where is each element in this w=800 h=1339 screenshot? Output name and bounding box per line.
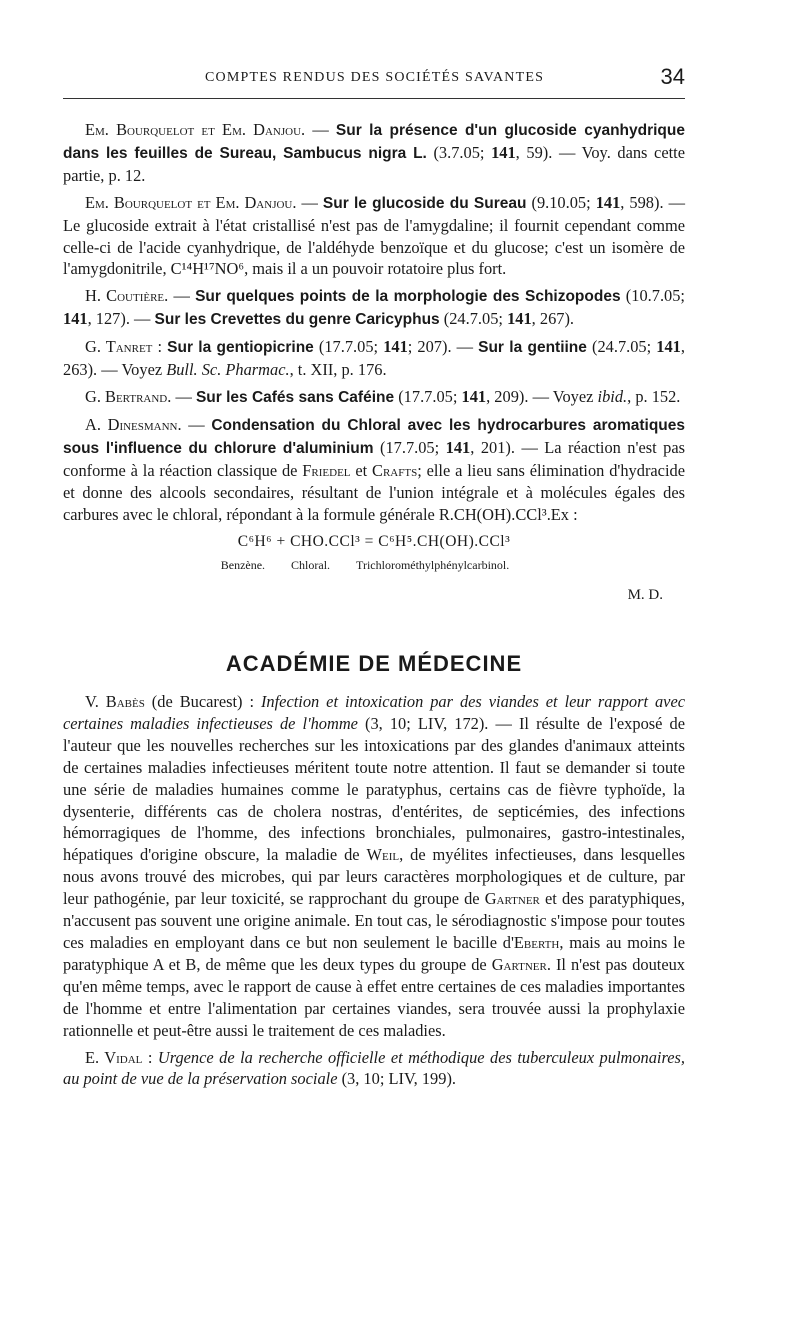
entry-note: — Voyez: [532, 386, 598, 406]
entry-person: Friedel: [302, 460, 351, 480]
entry-title-2: Sur les Crevettes du genre Caricyphus: [154, 311, 440, 329]
entry-ref: (17.7.05;: [398, 386, 462, 406]
running-title: COMPTES RENDUS DES SOCIÉTÉS SAVANTES: [205, 70, 545, 85]
entry-author: H. Coutière.: [85, 286, 169, 306]
entry-babes: [63, 691, 685, 1042]
formula-equation: C⁶H⁶ + CHO.CCl³ = C⁶H⁵.CH(OH).CCl³: [237, 533, 511, 551]
entry-volume: 141: [595, 192, 621, 212]
entry-vidal: [63, 1047, 685, 1091]
entry-author: G. Bertrand.: [85, 386, 172, 406]
entry-ref-2-end: , 263).: [63, 337, 685, 380]
entry-author: Em. Bourquelot et Em. Danjou.: [85, 192, 297, 212]
page: [63, 58, 685, 1095]
entry-person: Gartner: [491, 954, 547, 974]
entry-volume-2: 141: [656, 337, 681, 357]
entry-author-sep: :: [142, 1047, 158, 1067]
entry-ref-end: , 201).: [470, 437, 515, 457]
entry-dinesmann: A. Dinesmann. — Condensation du Chloral avec les hydrocarbures aromatiques sous l'influence du chlorure d'aluminium (17.7.05; 141, 201). — La réaction n'est pas conforme à la réaction classique de Friedel et Crafts; elle a lieu sans élimination d'hydracide et donne des alcools secondaires, résultant de l'union intégrale et à molécules égales des carbures avec le chloral, répondant à la formule générale R.CH(OH).CCl³.Ex :: [63, 414, 686, 524]
entry-ref-2: (24.7.05;: [592, 337, 657, 357]
entry-volume: 141: [461, 386, 487, 406]
entry-ref-2-end: , 267).: [531, 309, 575, 329]
entry-tanret: G. Tanret : Sur la gentiopicrine (17.7.05; 141; 207). — Sur la gentiine (24.7.05; 141, 263). — Voyez Bull. Sc. Pharmac., t. XII, p. 176.: [63, 337, 685, 380]
entry-author: G. Tanret :: [85, 337, 163, 357]
entry-ref-end: , 209).: [486, 386, 529, 406]
formula-legend: [63, 555, 685, 577]
section-title: ACADÉMIE DE MÉDECINE: [225, 651, 523, 677]
entry-volume: 141: [491, 142, 516, 162]
entry-volume: 141: [383, 337, 408, 357]
entry-ref: (10.7.05;: [625, 286, 685, 306]
entry-summary-end: . Il n'est pas douteux qu'en même temps, avec le rapport de cause à effet entre certaines de ces maladies importantes de l'homme et entre l'alimentation par certaines viandes, sera trouvée aussi la prophylaxie rationnelle et peut-être aussi le traitement de ces maladies.: [63, 954, 685, 1040]
entry-ref: (9.10.05;: [531, 192, 596, 212]
entry-summary: — Le glucoside extrait à l'état cristallisé n'est pas de l'amygdaline; il fournit cependant comme celle-ci de l'acide cyanhydrique, de l'aldéhyde benzoïque et du glucose; c'est un isomère de l'amygdonitrile, C¹⁴H¹⁷NO⁶, mais il a un pouvoir rotatoire plus fort.: [63, 192, 685, 279]
entry-title: Sur quelques points de la morphologie des Schizopodes: [195, 288, 621, 306]
signature: M. D.: [627, 587, 663, 604]
page-header: [63, 58, 685, 99]
entry-ref-end: , 127).: [87, 309, 130, 329]
entry-summary-part: , mais au moins le paratyphique A et B, de même que les deux types du groupe de: [63, 933, 685, 974]
entry-ref: (17.7.05;: [318, 337, 384, 357]
entry-title: Sur la présence d'un glucoside cyanhydrique dans les feuilles de Sureau, Sambucus nigra L.: [63, 122, 685, 162]
entry-person: Weil: [366, 845, 400, 865]
entry-note: — Voyez: [101, 360, 167, 380]
entry-volume: 141: [63, 309, 88, 329]
entry-person: Eberth: [513, 933, 560, 952]
entry-ref-end: , 598).: [620, 192, 664, 212]
entry-ref-2: (24.7.05;: [443, 309, 508, 329]
entry-person: Gartner: [484, 889, 540, 909]
entry-author: A. Dinesmann.: [85, 414, 182, 434]
entry-title: Sur le glucoside du Sureau: [322, 194, 527, 212]
formula-legend-item: Trichlorométhylphénylcarbinol.: [356, 558, 510, 573]
entry-note: — Voy. dans cette partie, p. 12.: [63, 142, 685, 185]
page-number: 34: [660, 64, 685, 89]
entry-ref: (3, 10; LIV, 199).: [337, 1069, 457, 1089]
entry-summary-end: ; elle a lieu sans élimination d'hydracide et donne des alcools secondaires, résultant de l'union intégrale et à molécules égales des carbures avec le chloral, répondant à la formule générale R.CH(OH).CCl³.Ex :: [63, 460, 685, 524]
entry-note-end: , p. 152.: [627, 386, 681, 406]
entry-journal: ibid.: [597, 386, 628, 406]
chemical-formula: [63, 531, 685, 577]
entry-bourquelot-1: Em. Bourquelot et Em. Danjou. — Sur la présence d'un glucoside cyanhydrique dans les feuilles de Sureau, Sambucus nigra L. (3.7.05; 141, 59). — Voy. dans cette partie, p. 12.: [63, 120, 685, 185]
entry-title: Sur les Cafés sans Caféine: [195, 388, 395, 406]
entry-bertrand: G. Bertrand. — Sur les Cafés sans Caféine (17.7.05; 141, 209). — Voyez ibid., p. 152.: [85, 386, 681, 406]
entry-note-end: , t. XII, p. 176.: [289, 360, 387, 380]
entry-title: Infection et intoxication par des viandes et leur rapport avec certaines maladies infectieuses de l'homme: [63, 692, 686, 733]
entry-title-2: Sur la gentiine: [478, 339, 587, 357]
entry-ref: (17.7.05;: [380, 437, 446, 457]
entry-bourquelot-2: Em. Bourquelot et Em. Danjou. — Sur le glucoside du Sureau (9.10.05; 141, 598). — Le glucoside extrait à l'état cristallisé n'est pas de l'amygdaline; il fournit cependant comme celle-ci de l'acide cyanhydrique, de l'aldéhyde benzoïque et du glucose; c'est un isomère de l'amygdonitrile, C¹⁴H¹⁷NO⁶, mais il a un pouvoir rotatoire plus fort.: [63, 192, 685, 279]
entry-ref-end: ; 207).: [407, 337, 452, 357]
entry-summary: — La réaction n'est pas conforme à la réaction classique de: [63, 437, 685, 480]
formula-legend-item: Chloral.: [291, 558, 331, 573]
entry-title: Urgence de la recherche officielle et méthodique des tuberculeux pulmonaires, au point de vue de la préservation sociale: [63, 1047, 686, 1089]
entry-summary-part: et: [350, 460, 373, 480]
entry-ref-end: , 59).: [515, 142, 553, 162]
entry-coutiere: H. Coutière. — Sur quelques points de la morphologie des Schizopodes (10.7.05; 141, 127). — Sur les Crevettes du genre Caricyphus (24.7.05; 141, 267).: [63, 286, 685, 329]
entry-author: Em. Bourquelot et Em. Danjou.: [85, 120, 306, 139]
entry-summary-part: , de myélites infectieuses, dans lesquelles nous avons trouvé des microbes, qui par leurs caractères morphologiques et de culture, par leur pathogénie, par leur toxicité, se rapprochant du groupe de: [63, 845, 686, 909]
entry-volume-2: 141: [507, 309, 532, 329]
formula-legend-item: Benzène.: [220, 558, 266, 573]
entry-person: Crafts: [372, 460, 418, 480]
entry-ref: (3, 10; LIV, 172).: [357, 713, 496, 733]
entry-title: Sur la gentiopicrine: [167, 339, 314, 357]
entry-title: Condensation du Chloral avec les hydrocarbures aromatiques sous l'influence du chlorure d'aluminium: [63, 416, 686, 457]
entry-summary: — Il résulte de l'exposé de l'auteur que les nouvelles recherches sur les intoxications par des glandes d'animaux atteints de certaines maladies infectieuses méritent toute notre attention. Il faut se demander si toute une série de maladies humaines comme le paratyphus, certains cas de fièvre typhoïde, la dysenterie, différents cas de cholera nostras, d'entérites, de septicémies, des infections hémorragiques de l'homme, des infections bronchiales, pulmonaires, gastro-intestinales, hépatiques d'origine obscure, la maladie de: [63, 713, 685, 865]
entry-journal: Bull. Sc. Pharmac.: [166, 360, 290, 380]
entry-volume: 141: [445, 437, 471, 457]
entry-ref: (3.7.05;: [433, 142, 492, 162]
article-body: [63, 119, 685, 1090]
entry-author: V. Babès: [85, 692, 145, 712]
entry-summary-part: et des paratyphiques, n'accusent pas souvent une origine animale. En tout cas, le sérodiagnostic s'impose pour toutes ces maladies en employant dans ce but non seulement le bacille d': [63, 889, 685, 952]
entry-author: E. Vidal: [85, 1047, 143, 1067]
entry-author-affiliation: (de Bucarest) :: [144, 692, 261, 712]
